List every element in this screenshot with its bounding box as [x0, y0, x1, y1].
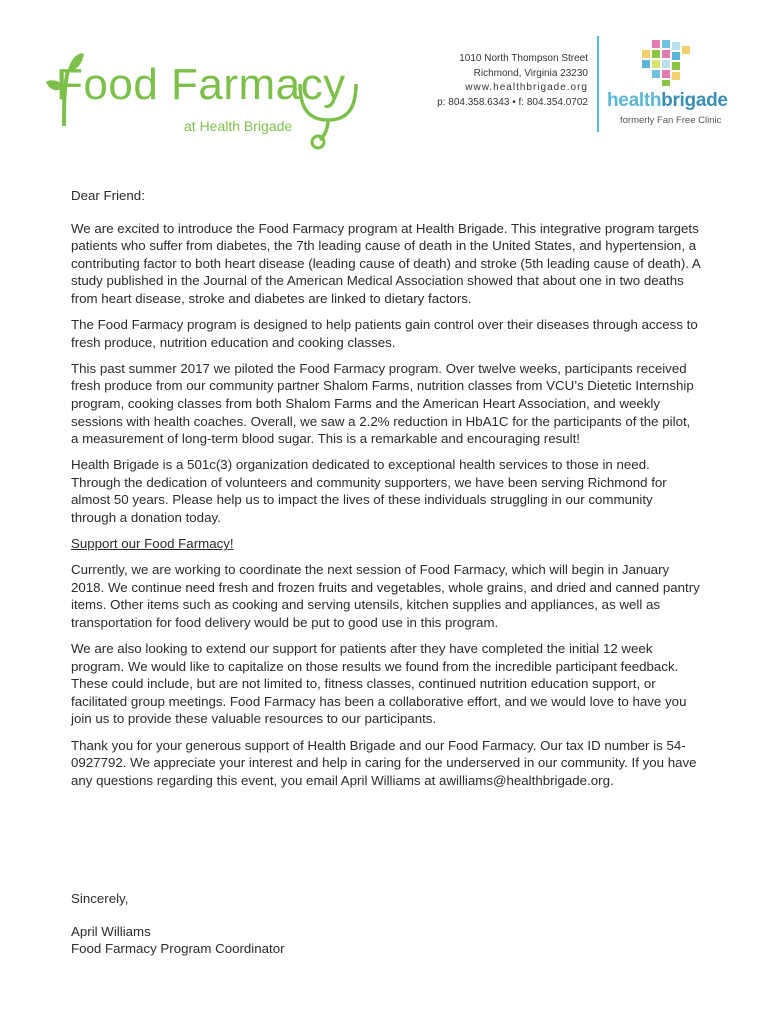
- website-text: www.healthbrigade.org: [465, 82, 588, 93]
- former-name: formerly Fan Free Clinic: [620, 115, 722, 126]
- health-brigade-name: [607, 90, 728, 112]
- paragraph-extend-support: We are also looking to extend our support for patients after they have completed the initial 12 week program. We would like to capitalize on those results we found from the incredible participant feedback. These could include, but are not limited to, fitness classes, continued nutrition education support, or facilitated group meetings. Food Farmacy has been a collaborative effort, and we would love to have you join us to provide these valuable resources to our participants.: [71, 641, 687, 727]
- brand-subtitle: at Health Brigade: [184, 118, 293, 134]
- stethoscope-icon: [290, 80, 370, 155]
- address-block: [400, 52, 588, 110]
- salutation: Dear Friend:: [71, 188, 145, 203]
- brand-title: Food Farmacy: [56, 60, 346, 109]
- signer-name: April Williams: [71, 923, 151, 939]
- signer-title: Food Farmacy Program Coordinator: [71, 941, 285, 957]
- paragraph-intro: We are excited to introduce the Food Farmacy program at Health Brigade. This integrative program targets patients who suffer from diabetes, the 7th leading cause of death in the United States, and hypertension, a contributing factor to both heart disease (leading cause of death) and stroke (5th leading cause of death). A study published in the Journal of the American Medical Association showed that about one in two deaths from heart disease, stroke and diabetes are linked to dietary factors.: [71, 220, 701, 306]
- address-street: 1010 North Thompson Street: [459, 53, 588, 64]
- letter-body: [71, 187, 701, 798]
- header-divider: [597, 36, 599, 132]
- org-name-brigade: brigade: [661, 90, 728, 111]
- closing: Sincerely,: [71, 891, 129, 906]
- paragraph-organization: Health Brigade is a 501c(3) organization dedicated to exceptional health services to those in need. Through the dedication of volunteers and community supporters, we have been serving Richmond for almost 50 years. Please help us to impact the lives of these individuals struggling in our community through a donation today.: [71, 457, 667, 525]
- paragraph-pilot: This past summer 2017 we piloted the Food Farmacy program. Over twelve weeks, participants received fresh produce from our community partner Shalom Farms, nutrition classes from VCU’s Dietetic Internship program, cooking classes from both Shalom Farms and the American Heart Association, and weekly sessions with health coaches. Overall, we saw a 2.2% reduction in HbA1C for the participants of the pilot, a measurement of long-term blood sugar. This is a remarkable and encouraging result!: [71, 360, 694, 447]
- org-name-health: health: [607, 90, 662, 111]
- address-city: Richmond, Virginia 23230: [473, 67, 588, 79]
- closing-block: [71, 890, 285, 958]
- paragraph-thank-you: Thank you for your generous support of Health Brigade and our Food Farmacy. Our tax ID number is 54-0927792. We appreciate your interest and help in caring for the underserved in our community. If you have any questions regarding this event, you email April Williams at awilliams@healthbrigade.org.: [71, 737, 697, 788]
- support-heading: Support our Food Farmacy!: [71, 536, 234, 552]
- paragraph-next-session: Currently, we are working to coordinate the next session of Food Farmacy, which will begin in January 2018. We continue need fresh and frozen fruits and vegetables, whole grains, and dried and canned pantry items. Other items such as cooking and serving utensils, kitchen supplies and appliances, as well as transportation for food delivery would be put to good use in this program.: [71, 562, 700, 630]
- paragraph-program: The Food Farmacy program is designed to help patients gain control over their diseases through access to fresh produce, nutrition education and cooking classes.: [71, 317, 698, 350]
- phone-fax: p: 804.358.6343 • f: 804.354.0702: [437, 96, 588, 108]
